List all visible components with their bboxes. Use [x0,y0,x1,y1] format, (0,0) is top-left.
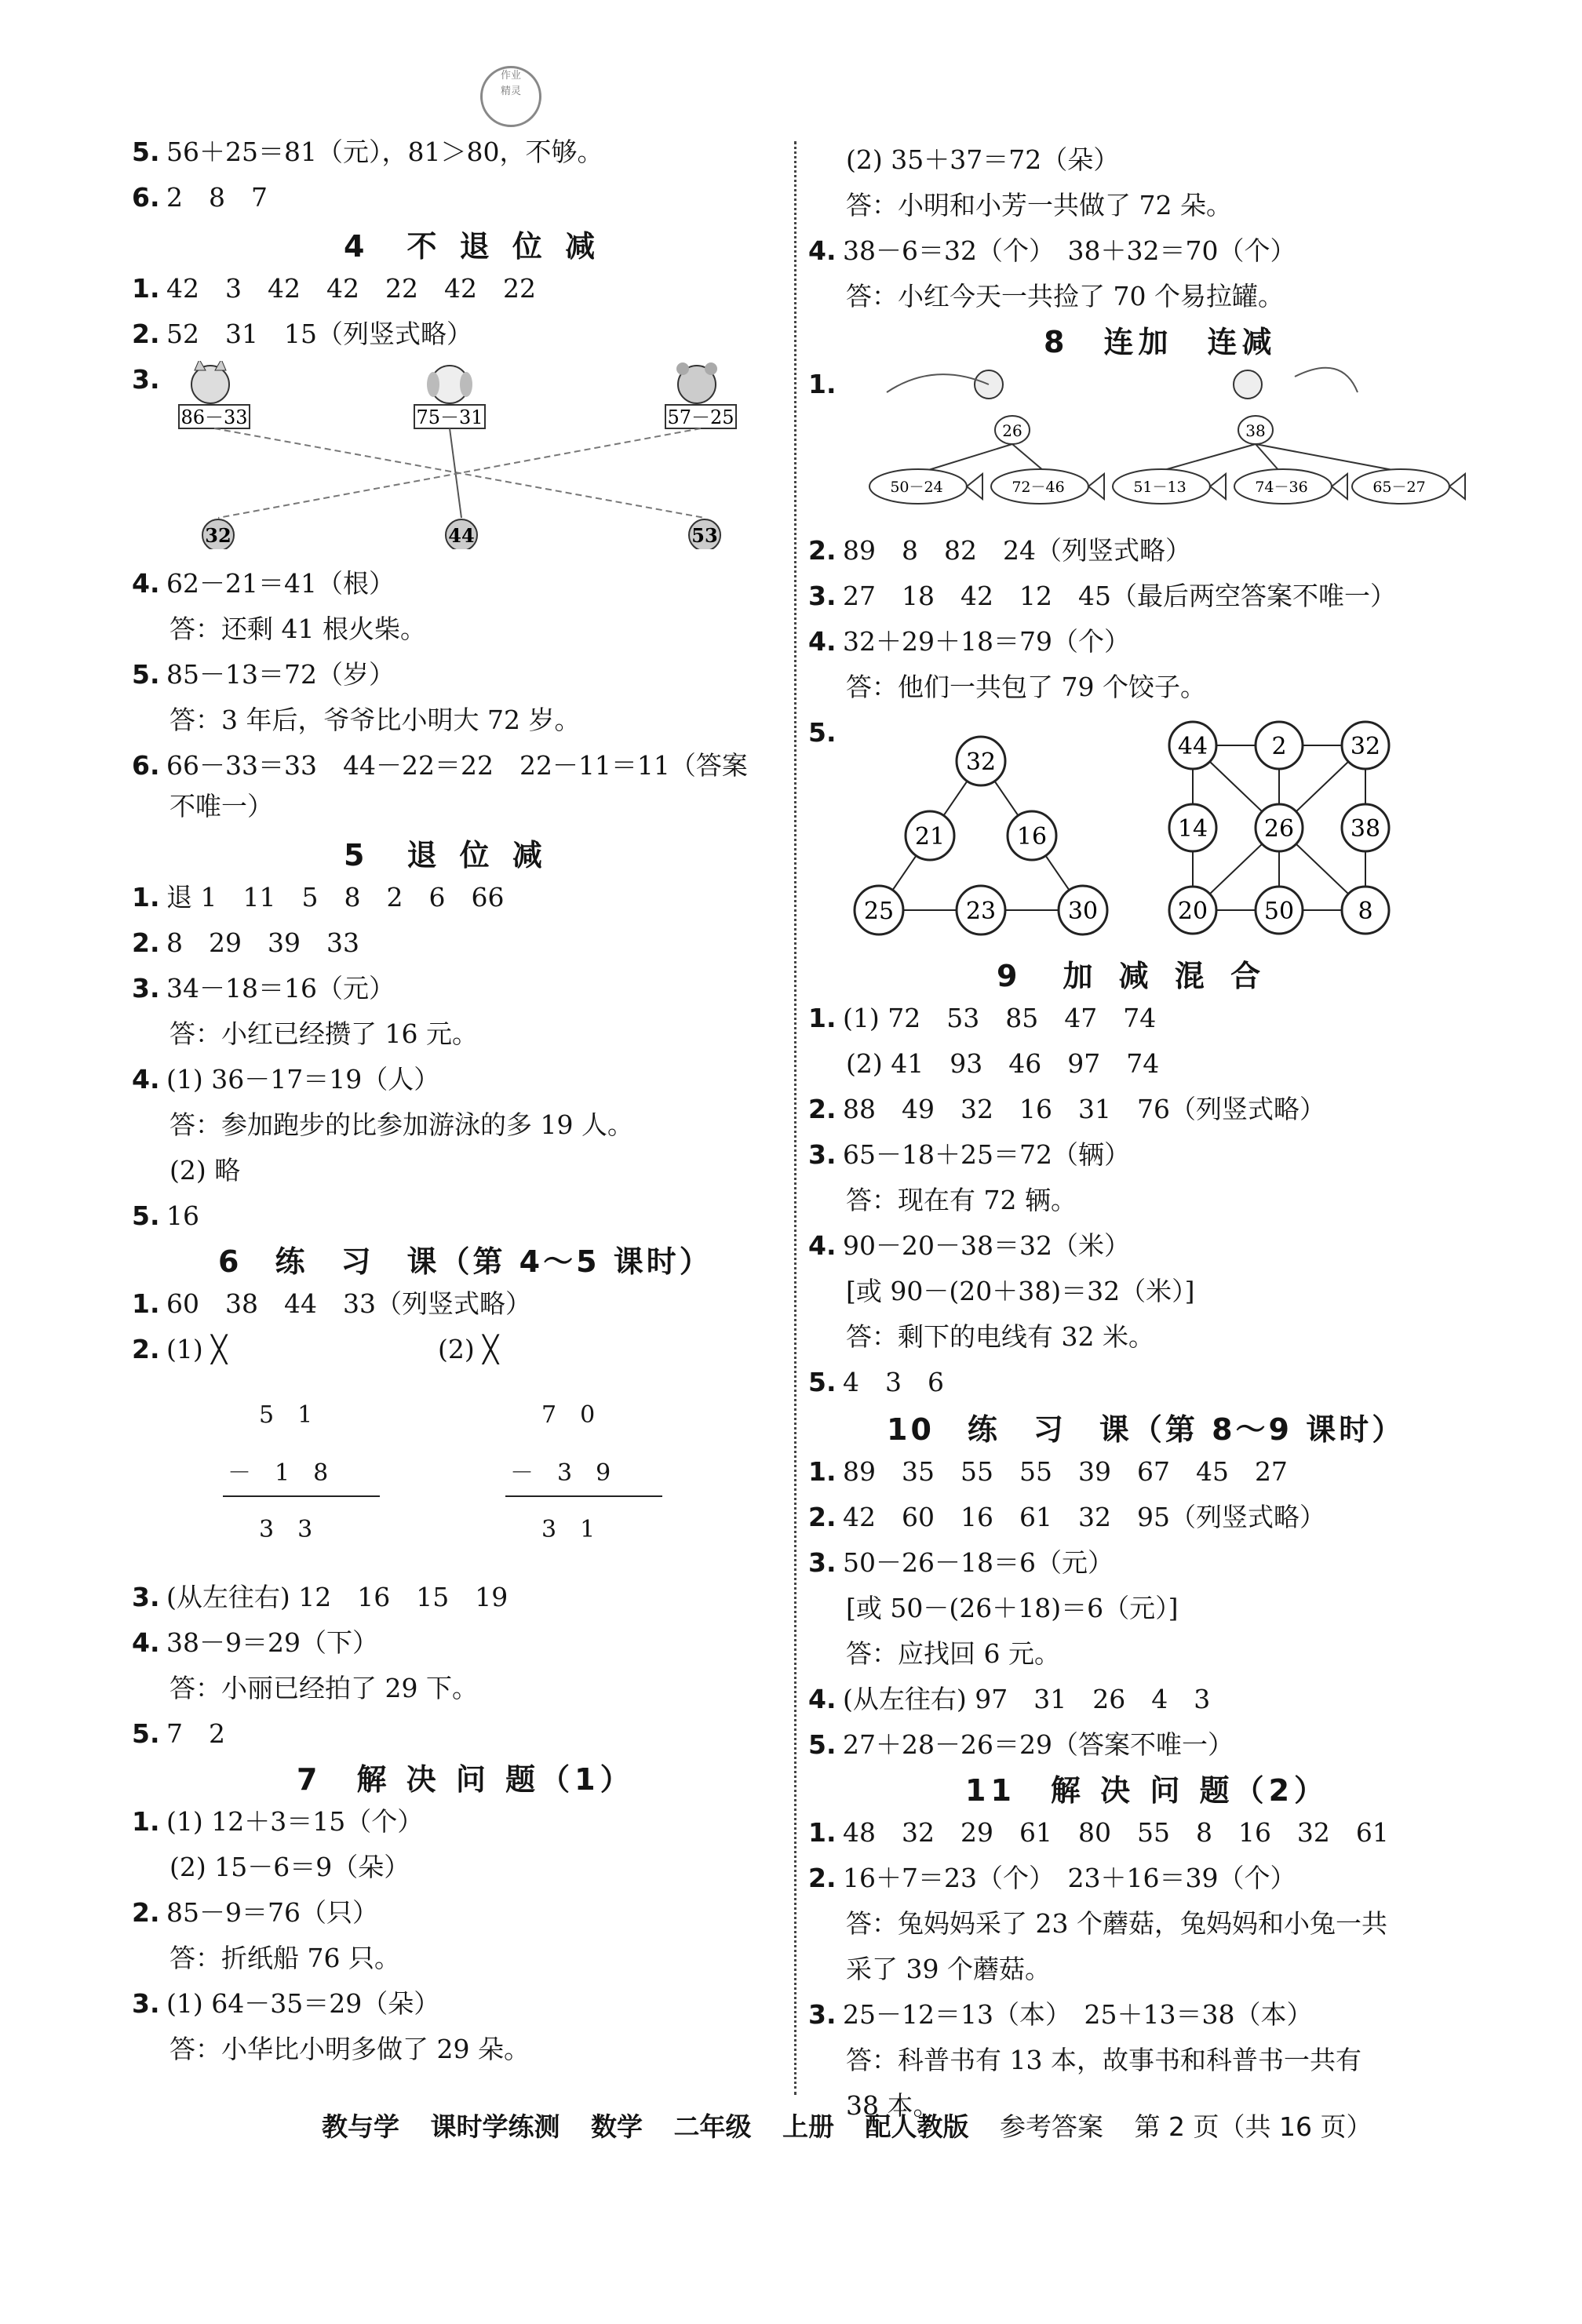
column-divider [794,141,796,2095]
answer-line: 2. 52 31 15（列竖式略） [132,319,472,349]
answer-line: 2. 42 60 16 61 32 95（列竖式略） [808,1502,1325,1532]
answer-line: 4. 62－21＝41（根） [132,568,395,599]
answer-line: 3. (从左往右) 12 16 15 19 [132,1582,508,1612]
answer-line: 5. 56＋25＝81（元），81＞80，不够。 [132,137,603,167]
section-title-5: 5 退 位 减 [344,838,549,872]
answer-line: 3. 34－18＝16（元） [132,973,395,1004]
fish-diagram [855,361,1483,518]
svg-text:21: 21 [914,823,946,851]
section-title-9: 9 加 减 混 合 [997,959,1269,993]
answer-line: 4. 90－20－38＝32（米） [808,1230,1130,1261]
answer-line: 答：小红已经攒了 16 元。 [170,1018,478,1049]
answer-line: 3. 50－26－18＝6（元） [808,1547,1114,1578]
number-puzzle-diagrams [840,714,1483,942]
svg-text:32: 32 [965,749,997,776]
answer-line: 2. 85－9＝76（只） [132,1897,378,1928]
answer-line: [或 50－(26＋18)＝6（元）] [846,1593,1179,1623]
answer-line: 3. 27 18 42 12 45（最后两空答案不唯一） [808,581,1396,611]
answer-line: 1. 89 35 55 55 39 67 45 27 [808,1456,1288,1487]
answer-line: 1. (1) 12＋3＝15（个） [132,1806,424,1837]
svg-text:38: 38 [1245,421,1266,440]
page-number: 第 2 页（共 16 页） [1134,2111,1372,2142]
answer-line: 答：小明和小芳一共做了 72 朵。 [846,190,1232,220]
answer-line: 4. (从左往右) 97 31 26 4 3 [808,1684,1211,1714]
section-title-6: 6 练 习 课（第 4～5 课时） [218,1244,713,1279]
answer-line: 不唯一） [170,791,273,821]
answer-line: 3. 25－12＝13（本） 25＋13＝38（本） [808,1999,1313,2030]
section-title-7: 7 解 决 问 题（1） [297,1762,635,1797]
svg-text:74－36: 74－36 [1255,479,1308,496]
result-label: 53 [691,524,718,547]
answer-line: 2. (1) ╳ (2) ╳ [132,1334,499,1364]
answer-line: (2) 35＋37＝72（朵） [846,144,1120,175]
section-title-8: 8 连加 连减 [1044,325,1277,359]
answer-line: 3. [132,364,160,395]
answer-line: 3. (1) 64－35＝29（朵） [132,1988,440,2019]
svg-text:30: 30 [1067,898,1099,925]
answer-line: 答：现在有 72 辆。 [846,1185,1077,1215]
svg-text:14: 14 [1177,815,1208,843]
svg-text:25: 25 [863,898,895,925]
answer-line: 5. 85－13＝72（岁） [132,659,395,690]
svg-text:26: 26 [1263,815,1295,843]
section-title-10: 10 练 习 课（第 8～9 课时） [887,1412,1405,1447]
svg-text:32: 32 [1350,733,1381,760]
triangle-puzzle [855,737,1107,934]
answer-line: 答：他们一共包了 79 个饺子。 [846,672,1206,702]
svg-text:65－27: 65－27 [1372,479,1426,496]
answer-line: 答：还剩 41 根火柴。 [170,614,426,644]
answer-line: 1. 退 1 11 5 8 2 6 66 [132,882,505,912]
answer-line: 38 本。 [846,2090,939,2121]
answer-line: (2) 15－6＝9（朵） [170,1852,410,1882]
answer-line: 1. 60 38 44 33（列竖式略） [132,1288,531,1319]
answer-line: 5. 16 [132,1200,199,1231]
page-footer [322,2107,1394,2144]
answer-line: 2. 89 8 82 24（列竖式略） [808,535,1191,566]
footer-item: 二年级 [673,2111,752,2142]
svg-text:72－46: 72－46 [1012,479,1065,496]
cat-fishing-icon [887,370,1003,399]
answer-line: 答：兔妈妈采了 23 个蘑菇，兔妈妈和小兔一共 [846,1908,1387,1939]
answer-line: 2. 8 29 39 33 [132,927,359,958]
svg-text:23: 23 [965,898,997,925]
svg-text:16: 16 [1016,823,1048,851]
card-label: 57－25 [667,406,734,428]
answer-line: 1. (1) 72 53 85 47 74 [808,1003,1157,1033]
answer-line: 5. [808,717,837,748]
result-label: 44 [448,524,475,547]
svg-text:20: 20 [1177,898,1208,925]
cat-fishing-icon [1234,368,1358,399]
cat-icon [191,361,229,403]
answer-line: 答：剩下的电线有 32 米。 [846,1321,1154,1352]
answer-line: 4. 38－9＝29（下） [132,1627,378,1658]
answer-line: 4. 32＋29＋18＝79（个） [808,626,1130,657]
bear-icon [676,362,717,403]
matching-diagram [163,361,775,549]
answer-line: 答：小华比小明多做了 29 朵。 [170,2034,530,2064]
svg-text:51－13: 51－13 [1133,479,1186,496]
footer-item: 上册 [782,2111,834,2142]
svg-text:50－24: 50－24 [890,479,943,496]
footer-item: 配人教版 [865,2111,969,2142]
answer-line: 答：应找回 6 元。 [846,1638,1060,1669]
answer-line: [或 90－(20＋38)＝32（米）] [846,1276,1195,1306]
answer-line: 4. (1) 36－17＝19（人） [132,1064,440,1095]
answer-line: 5. 7 2 [132,1718,225,1749]
footer-item: 课时学练测 [430,2111,560,2142]
footer-item: 参考答案 [1000,2111,1103,2142]
svg-text:44: 44 [1177,733,1208,760]
answer-line: 5. 4 3 6 [808,1367,944,1397]
answer-line: (2) 略 [170,1155,241,1186]
answer-line: 答：小红今天一共捡了 70 个易拉罐。 [846,281,1284,311]
answer-line: 答：小丽已经拍了 29 下。 [170,1673,478,1703]
svg-text:26: 26 [1002,421,1022,440]
answer-line: 答：科普书有 13 本，故事书和科普书一共有 [846,2045,1361,2075]
answer-line: 5. 27＋28－26＝29（答案不唯一） [808,1729,1234,1760]
answer-line: 3. 65－18＋25＝72（辆） [808,1139,1130,1170]
footer-item: 教与学 [322,2111,399,2142]
answer-line: 答：折纸船 76 只。 [170,1943,400,1973]
section-title-4: 4 不 退 位 减 [344,229,602,264]
card-label: 86－33 [180,406,248,428]
svg-text:8: 8 [1358,898,1373,925]
answer-line: (2) 41 93 46 97 74 [846,1048,1160,1079]
section-title-11: 11 解 决 问 题（2） [965,1773,1329,1808]
answer-line: 采了 39 个蘑菇。 [846,1954,1051,1984]
answer-line: 答：参加跑步的比参加游泳的多 19 人。 [170,1109,633,1140]
answer-line: 1. 48 32 29 61 80 55 8 16 32 61 [808,1817,1389,1848]
answer-line: 4. 38－6＝32（个） 38＋32＝70（个） [808,235,1296,266]
svg-text:50: 50 [1263,898,1295,925]
answer-line: 6. 2 8 7 [132,182,268,213]
svg-text:2: 2 [1271,733,1287,760]
answer-line: 2. 88 49 32 16 31 76（列竖式略） [808,1094,1325,1124]
svg-text:38: 38 [1350,815,1381,843]
answer-line: 1. [808,369,837,399]
dog-icon [427,366,472,403]
result-label: 32 [205,524,231,547]
answer-line: 2. 16＋7＝23（个） 23＋16＝39（个） [808,1863,1296,1893]
answer-line: 6. 66－33＝33 44－22＝22 22－11＝11（答案 [132,750,748,781]
card-label: 75－31 [416,406,483,428]
answer-line: 答：3 年后，爷爷比小明大 72 岁。 [170,705,581,735]
square-puzzle [1169,722,1389,934]
watermark-stamp: 作业 精灵 [480,66,541,127]
footer-item: 数学 [591,2111,643,2142]
answer-line: 1. 42 3 42 42 22 42 22 [132,273,536,304]
